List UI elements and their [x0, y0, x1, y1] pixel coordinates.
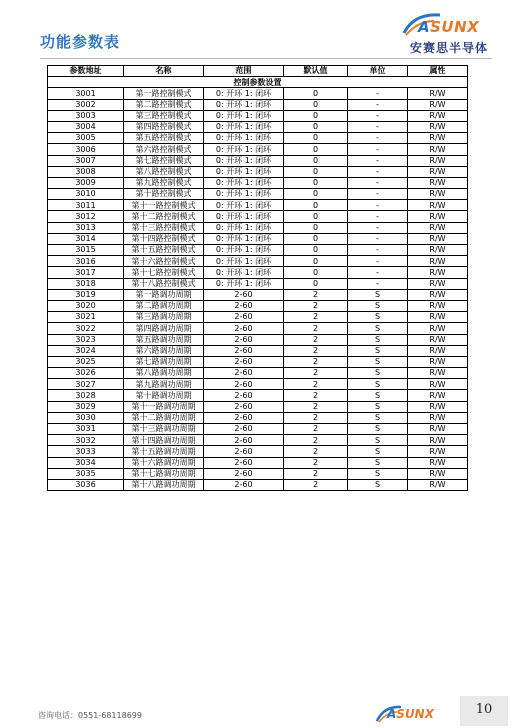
- cell-range: 0: 开环 1: 闭环: [204, 245, 284, 256]
- cell-range: 0: 开环 1: 闭环: [204, 121, 284, 132]
- cell-unit: S: [348, 334, 408, 345]
- cell-unit: S: [348, 412, 408, 423]
- table-row: [48, 88, 468, 99]
- cell-default: 2: [284, 457, 348, 468]
- group-row: [48, 77, 468, 88]
- table-row: [48, 110, 468, 121]
- cell-range: 2-60: [204, 435, 284, 446]
- cell-default: 2: [284, 468, 348, 479]
- cell-attribute: R/W: [408, 468, 468, 479]
- cell-unit: S: [348, 300, 408, 311]
- table-row: [48, 233, 468, 244]
- cell-attribute: R/W: [408, 88, 468, 99]
- cell-attribute: R/W: [408, 245, 468, 256]
- cell-default: 2: [284, 345, 348, 356]
- cell-attribute: R/W: [408, 401, 468, 412]
- cell-attribute: R/W: [408, 189, 468, 200]
- cell-address: 3001: [48, 88, 124, 99]
- table-row: [48, 189, 468, 200]
- cell-name: 第五路控制模式: [124, 133, 204, 144]
- cell-default: 0: [284, 211, 348, 222]
- cell-address: 3008: [48, 166, 124, 177]
- cell-name: 第一路控制模式: [124, 88, 204, 99]
- table-row: [48, 177, 468, 188]
- logo-brand-text: ASUNX: [418, 18, 480, 36]
- cell-default: 2: [284, 401, 348, 412]
- cell-unit: -: [348, 110, 408, 121]
- cell-name: 第四路调功周期: [124, 323, 204, 334]
- cell-name: 第九路调功周期: [124, 379, 204, 390]
- cell-range: 0: 开环 1: 闭环: [204, 166, 284, 177]
- table-row: [48, 211, 468, 222]
- cell-default: 2: [284, 412, 348, 423]
- cell-default: 2: [284, 368, 348, 379]
- cell-attribute: R/W: [408, 300, 468, 311]
- cell-name: 第十四路控制模式: [124, 233, 204, 244]
- cell-address: 3025: [48, 356, 124, 367]
- page-title: 功能参数表: [40, 33, 121, 51]
- cell-default: 0: [284, 133, 348, 144]
- cell-range: 2-60: [204, 323, 284, 334]
- cell-address: 3020: [48, 300, 124, 311]
- cell-default: 0: [284, 88, 348, 99]
- cell-attribute: R/W: [408, 211, 468, 222]
- table-row: [48, 222, 468, 233]
- cell-range: 0: 开环 1: 闭环: [204, 200, 284, 211]
- table-row: [48, 155, 468, 166]
- cell-unit: S: [348, 468, 408, 479]
- cell-default: 0: [284, 256, 348, 267]
- cell-default: 2: [284, 379, 348, 390]
- cell-unit: -: [348, 189, 408, 200]
- cell-address: 3035: [48, 468, 124, 479]
- cell-range: 0: 开环 1: 闭环: [204, 278, 284, 289]
- cell-unit: S: [348, 435, 408, 446]
- cell-address: 3024: [48, 345, 124, 356]
- cell-unit: -: [348, 144, 408, 155]
- cell-name: 第十五路调功周期: [124, 446, 204, 457]
- cell-attribute: R/W: [408, 200, 468, 211]
- cell-attribute: R/W: [408, 133, 468, 144]
- cell-address: 3036: [48, 479, 124, 490]
- cell-address: 3018: [48, 278, 124, 289]
- cell-attribute: R/W: [408, 356, 468, 367]
- cell-default: 0: [284, 233, 348, 244]
- table-row: [48, 245, 468, 256]
- cell-default: 0: [284, 267, 348, 278]
- cell-default: 0: [284, 121, 348, 132]
- cell-range: 2-60: [204, 390, 284, 401]
- cell-unit: S: [348, 424, 408, 435]
- footer-logo: [375, 702, 445, 724]
- cell-unit: -: [348, 88, 408, 99]
- table-row: [48, 278, 468, 289]
- cell-range: 0: 开环 1: 闭环: [204, 267, 284, 278]
- cell-address: 3027: [48, 379, 124, 390]
- header-name: 名称: [124, 66, 204, 77]
- cell-attribute: R/W: [408, 256, 468, 267]
- header-unit: 单位: [348, 66, 408, 77]
- cell-unit: S: [348, 446, 408, 457]
- table-row: [48, 200, 468, 211]
- cell-attribute: R/W: [408, 289, 468, 300]
- cell-attribute: R/W: [408, 435, 468, 446]
- cell-attribute: R/W: [408, 334, 468, 345]
- table-row: [48, 323, 468, 334]
- cell-attribute: R/W: [408, 278, 468, 289]
- table-row: [48, 401, 468, 412]
- cell-default: 0: [284, 222, 348, 233]
- cell-address: 3014: [48, 233, 124, 244]
- cell-address: 3003: [48, 110, 124, 121]
- cell-name: 第三路调功周期: [124, 312, 204, 323]
- cell-range: 0: 开环 1: 闭环: [204, 189, 284, 200]
- cell-address: 3028: [48, 390, 124, 401]
- cell-attribute: R/W: [408, 390, 468, 401]
- cell-attribute: R/W: [408, 233, 468, 244]
- cell-attribute: R/W: [408, 155, 468, 166]
- cell-address: 3033: [48, 446, 124, 457]
- cell-name: 第十三路调功周期: [124, 424, 204, 435]
- cell-address: 3010: [48, 189, 124, 200]
- header-address: 参数地址: [48, 66, 124, 77]
- cell-address: 3006: [48, 144, 124, 155]
- cell-unit: -: [348, 278, 408, 289]
- table-row: [48, 300, 468, 311]
- cell-default: 0: [284, 245, 348, 256]
- cell-range: 2-60: [204, 334, 284, 345]
- cell-unit: S: [348, 368, 408, 379]
- cell-range: 2-60: [204, 468, 284, 479]
- cell-attribute: R/W: [408, 368, 468, 379]
- cell-unit: -: [348, 177, 408, 188]
- cell-name: 第十八路控制模式: [124, 278, 204, 289]
- cell-default: 0: [284, 144, 348, 155]
- cell-attribute: R/W: [408, 121, 468, 132]
- cell-range: 2-60: [204, 356, 284, 367]
- cell-address: 3015: [48, 245, 124, 256]
- cell-name: 第十五路控制模式: [124, 245, 204, 256]
- cell-default: 0: [284, 166, 348, 177]
- logo-company-name: 安赛思半导体: [410, 41, 489, 55]
- cell-default: 2: [284, 300, 348, 311]
- cell-address: 3026: [48, 368, 124, 379]
- table-row: [48, 133, 468, 144]
- cell-unit: -: [348, 211, 408, 222]
- cell-unit: S: [348, 390, 408, 401]
- cell-address: 3022: [48, 323, 124, 334]
- cell-name: 第四路控制模式: [124, 121, 204, 132]
- cell-range: 2-60: [204, 289, 284, 300]
- cell-range: 2-60: [204, 368, 284, 379]
- cell-unit: S: [348, 356, 408, 367]
- table-row: [48, 356, 468, 367]
- cell-attribute: R/W: [408, 110, 468, 121]
- header-range: 范围: [204, 66, 284, 77]
- cell-range: 0: 开环 1: 闭环: [204, 155, 284, 166]
- cell-range: 2-60: [204, 424, 284, 435]
- table-row: [48, 379, 468, 390]
- cell-default: 0: [284, 200, 348, 211]
- cell-default: 2: [284, 356, 348, 367]
- cell-name: 第十路调功周期: [124, 390, 204, 401]
- cell-attribute: R/W: [408, 345, 468, 356]
- cell-name: 第十八路调功周期: [124, 479, 204, 490]
- footer-phone: 咨询电话：0551-68118699: [38, 711, 142, 720]
- cell-attribute: R/W: [408, 222, 468, 233]
- cell-attribute: R/W: [408, 457, 468, 468]
- cell-unit: S: [348, 457, 408, 468]
- cell-name: 第一路调功周期: [124, 289, 204, 300]
- cell-unit: -: [348, 166, 408, 177]
- cell-range: 2-60: [204, 312, 284, 323]
- cell-address: 3019: [48, 289, 124, 300]
- cell-default: 2: [284, 435, 348, 446]
- parameter-table: [47, 65, 468, 491]
- cell-unit: -: [348, 233, 408, 244]
- table-row: [48, 457, 468, 468]
- cell-default: 2: [284, 312, 348, 323]
- cell-name: 第二路控制模式: [124, 99, 204, 110]
- cell-range: 2-60: [204, 479, 284, 490]
- cell-unit: S: [348, 312, 408, 323]
- cell-unit: S: [348, 289, 408, 300]
- cell-unit: -: [348, 256, 408, 267]
- cell-name: 第五路调功周期: [124, 334, 204, 345]
- cell-attribute: R/W: [408, 379, 468, 390]
- cell-name: 第十四路调功周期: [124, 435, 204, 446]
- table-row: [48, 368, 468, 379]
- cell-name: 第九路控制模式: [124, 177, 204, 188]
- cell-attribute: R/W: [408, 323, 468, 334]
- cell-address: 3011: [48, 200, 124, 211]
- cell-unit: -: [348, 200, 408, 211]
- header-attribute: 属性: [408, 66, 468, 77]
- table-row: [48, 144, 468, 155]
- table-row: [48, 99, 468, 110]
- cell-unit: -: [348, 99, 408, 110]
- cell-default: 2: [284, 390, 348, 401]
- cell-name: 第十路控制模式: [124, 189, 204, 200]
- header-divider: [40, 58, 492, 59]
- cell-address: 3012: [48, 211, 124, 222]
- cell-range: 0: 开环 1: 闭环: [204, 133, 284, 144]
- cell-default: 2: [284, 323, 348, 334]
- table-row: [48, 435, 468, 446]
- cell-unit: -: [348, 245, 408, 256]
- cell-range: 2-60: [204, 345, 284, 356]
- cell-default: 0: [284, 99, 348, 110]
- cell-address: 3013: [48, 222, 124, 233]
- cell-default: 0: [284, 155, 348, 166]
- cell-attribute: R/W: [408, 479, 468, 490]
- cell-attribute: R/W: [408, 99, 468, 110]
- cell-unit: S: [348, 479, 408, 490]
- table-row: [48, 166, 468, 177]
- cell-range: 0: 开环 1: 闭环: [204, 144, 284, 155]
- cell-address: 3021: [48, 312, 124, 323]
- cell-address: 3031: [48, 424, 124, 435]
- cell-name: 第七路调功周期: [124, 356, 204, 367]
- cell-range: 2-60: [204, 446, 284, 457]
- cell-name: 第八路控制模式: [124, 166, 204, 177]
- cell-range: 0: 开环 1: 闭环: [204, 211, 284, 222]
- table-row: [48, 446, 468, 457]
- cell-range: 2-60: [204, 457, 284, 468]
- cell-unit: -: [348, 267, 408, 278]
- cell-unit: -: [348, 222, 408, 233]
- cell-address: 3030: [48, 412, 124, 423]
- table-row: [48, 256, 468, 267]
- table-row: [48, 345, 468, 356]
- cell-range: 0: 开环 1: 闭环: [204, 233, 284, 244]
- cell-range: 0: 开环 1: 闭环: [204, 110, 284, 121]
- cell-name: 第十三路控制模式: [124, 222, 204, 233]
- cell-default: 0: [284, 278, 348, 289]
- cell-default: 2: [284, 446, 348, 457]
- cell-address: 3004: [48, 121, 124, 132]
- cell-address: 3034: [48, 457, 124, 468]
- table-row: [48, 289, 468, 300]
- cell-range: 2-60: [204, 300, 284, 311]
- cell-attribute: R/W: [408, 412, 468, 423]
- cell-address: 3009: [48, 177, 124, 188]
- table-row: [48, 468, 468, 479]
- cell-name: 第十七路调功周期: [124, 468, 204, 479]
- cell-default: 2: [284, 289, 348, 300]
- cell-range: 0: 开环 1: 闭环: [204, 88, 284, 99]
- page-number: 10: [475, 702, 493, 717]
- cell-attribute: R/W: [408, 166, 468, 177]
- cell-name: 第十二路控制模式: [124, 211, 204, 222]
- cell-name: 第十二路调功周期: [124, 412, 204, 423]
- cell-range: 0: 开环 1: 闭环: [204, 222, 284, 233]
- cell-default: 2: [284, 424, 348, 435]
- cell-address: 3017: [48, 267, 124, 278]
- cell-default: 0: [284, 110, 348, 121]
- cell-unit: S: [348, 401, 408, 412]
- table-header-row: [48, 66, 468, 77]
- company-logo: [400, 9, 496, 55]
- cell-attribute: R/W: [408, 446, 468, 457]
- table-row: [48, 267, 468, 278]
- cell-attribute: R/W: [408, 424, 468, 435]
- cell-unit: S: [348, 323, 408, 334]
- table-row: [48, 312, 468, 323]
- cell-address: 3023: [48, 334, 124, 345]
- cell-unit: -: [348, 121, 408, 132]
- table-row: [48, 334, 468, 345]
- cell-range: 0: 开环 1: 闭环: [204, 256, 284, 267]
- cell-name: 第六路控制模式: [124, 144, 204, 155]
- cell-name: 第十一路调功周期: [124, 401, 204, 412]
- cell-name: 第二路调功周期: [124, 300, 204, 311]
- cell-address: 3029: [48, 401, 124, 412]
- cell-attribute: R/W: [408, 267, 468, 278]
- cell-address: 3005: [48, 133, 124, 144]
- cell-attribute: R/W: [408, 177, 468, 188]
- cell-range: 2-60: [204, 379, 284, 390]
- table-row: [48, 424, 468, 435]
- group-title: 控制参数设置: [48, 77, 468, 88]
- cell-unit: -: [348, 155, 408, 166]
- cell-default: 2: [284, 334, 348, 345]
- cell-unit: S: [348, 345, 408, 356]
- cell-range: 2-60: [204, 412, 284, 423]
- cell-range: 0: 开环 1: 闭环: [204, 177, 284, 188]
- cell-address: 3016: [48, 256, 124, 267]
- table-row: [48, 390, 468, 401]
- table-row: [48, 479, 468, 490]
- table-row: [48, 121, 468, 132]
- footer-logo-text: ASUNX: [387, 707, 434, 721]
- cell-name: 第十一路控制模式: [124, 200, 204, 211]
- cell-address: 3032: [48, 435, 124, 446]
- cell-name: 第三路控制模式: [124, 110, 204, 121]
- table-row: [48, 412, 468, 423]
- cell-name: 第八路调功周期: [124, 368, 204, 379]
- cell-name: 第十六路调功周期: [124, 457, 204, 468]
- cell-address: 3002: [48, 99, 124, 110]
- page-number-box: [460, 696, 508, 726]
- cell-name: 第十六路控制模式: [124, 256, 204, 267]
- cell-range: 2-60: [204, 401, 284, 412]
- cell-default: 2: [284, 479, 348, 490]
- cell-attribute: R/W: [408, 144, 468, 155]
- cell-name: 第六路调功周期: [124, 345, 204, 356]
- cell-range: 0: 开环 1: 闭环: [204, 99, 284, 110]
- cell-address: 3007: [48, 155, 124, 166]
- cell-unit: -: [348, 133, 408, 144]
- cell-unit: S: [348, 379, 408, 390]
- cell-default: 0: [284, 177, 348, 188]
- cell-name: 第十七路控制模式: [124, 267, 204, 278]
- cell-attribute: R/W: [408, 312, 468, 323]
- cell-name: 第七路控制模式: [124, 155, 204, 166]
- header-default: 默认值: [284, 66, 348, 77]
- cell-default: 0: [284, 189, 348, 200]
